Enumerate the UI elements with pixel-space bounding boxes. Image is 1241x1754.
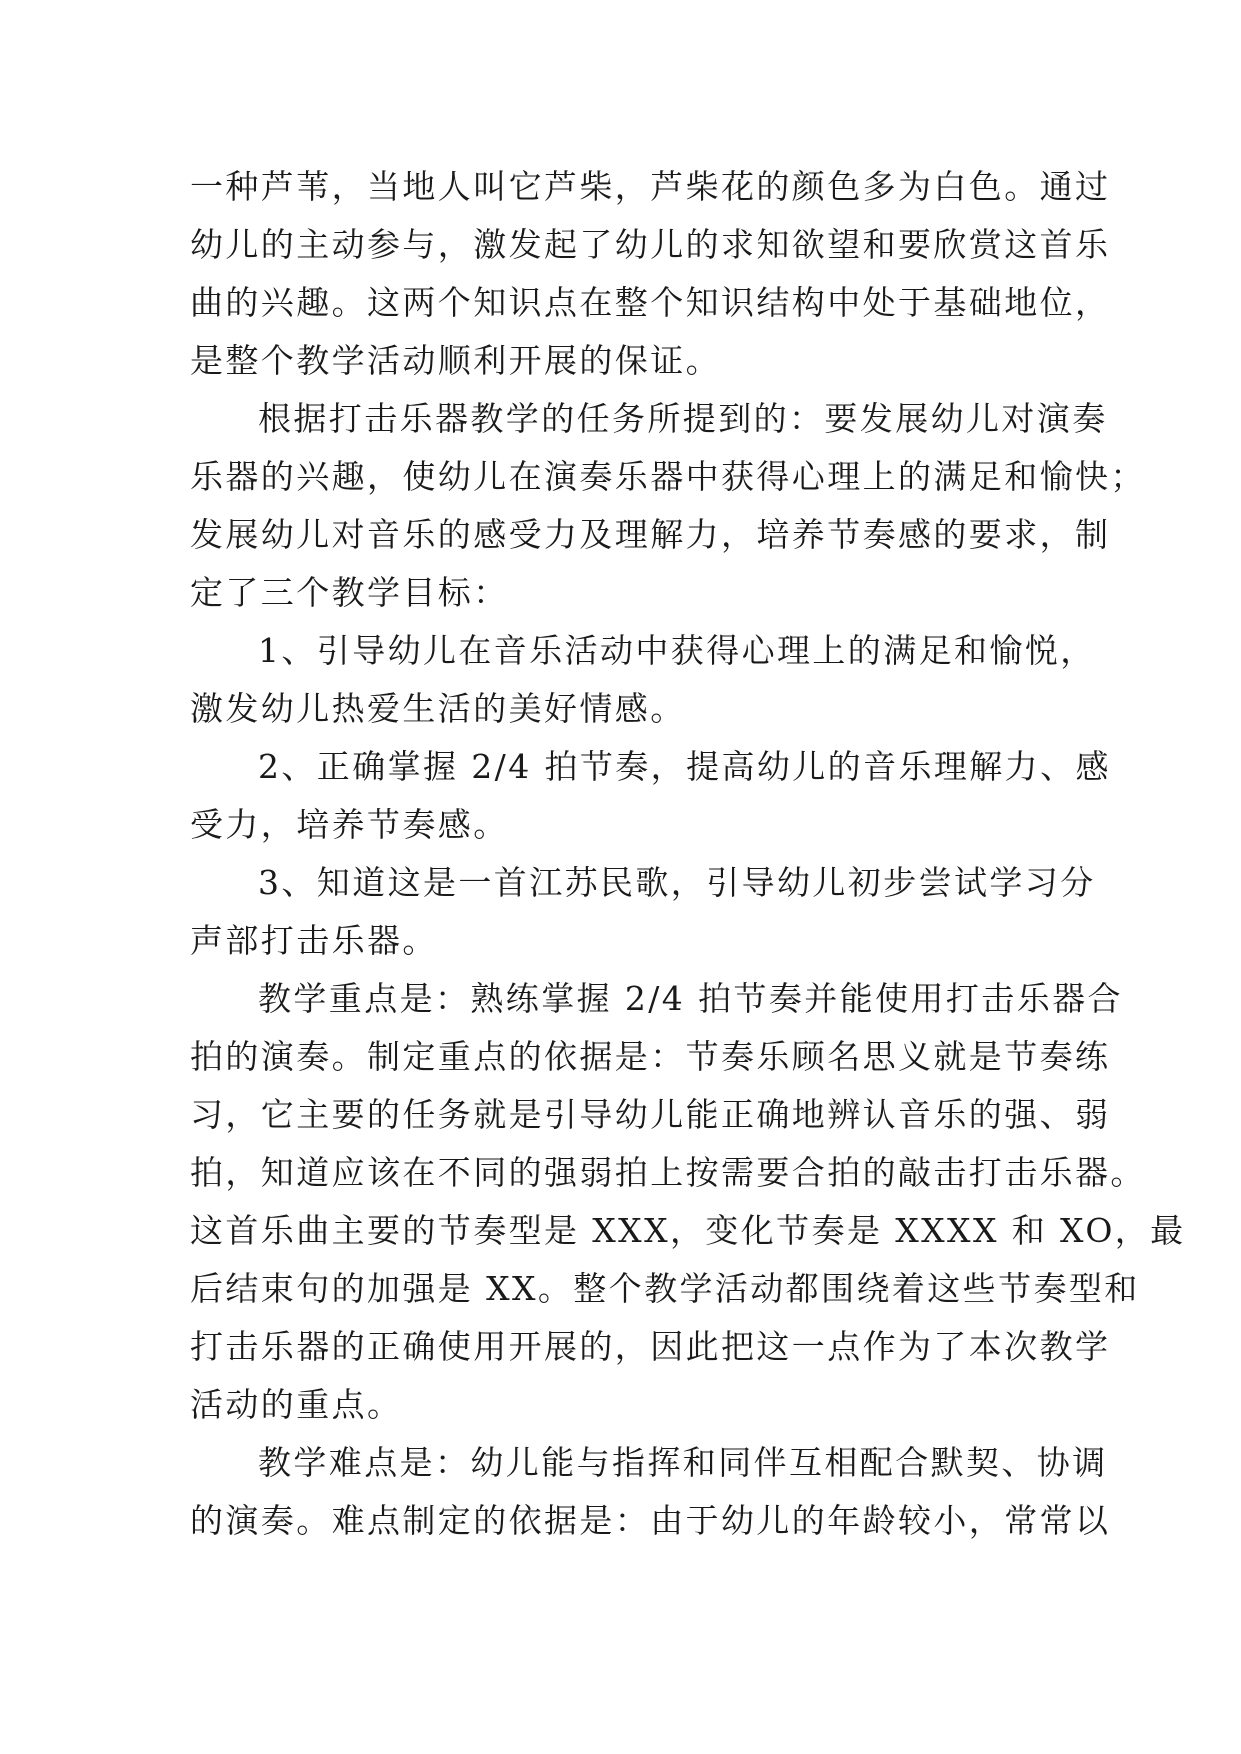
text-line: 后结束句的加强是 XX。整个教学活动都围绕着这些节奏型和 (190, 1269, 1140, 1308)
text-line: 曲的兴趣。这两个知识点在整个知识结构中处于基础地位， (190, 283, 1111, 322)
text-line: 拍，知道应该在不同的强弱拍上按需要合拍的敲击打击乐器。 (190, 1153, 1146, 1192)
text-line: 拍的演奏。制定重点的依据是：节奏乐顾名思义就是节奏练 (190, 1037, 1111, 1076)
text-line: 1、引导幼儿在音乐活动中获得心理上的满足和愉悦， (258, 631, 1096, 670)
text-line: 2、正确掌握 2/4 拍节奏，提高幼儿的音乐理解力、感 (258, 747, 1111, 786)
text-line: 打击乐器的正确使用开展的，因此把这一点作为了本次教学 (190, 1327, 1111, 1366)
text-line: 是整个教学活动顺利开展的保证。 (190, 341, 721, 380)
text-line: 3、知道这是一首江苏民歌，引导幼儿初步尝试学习分 (258, 863, 1096, 902)
text-line: 一种芦苇，当地人叫它芦柴，芦柴花的颜色多为白色。通过 (190, 167, 1111, 206)
paragraph-3 (190, 622, 1096, 738)
document-body (190, 158, 1186, 1550)
paragraph-5 (190, 854, 1096, 970)
text-line: 定了三个教学目标： (190, 573, 509, 612)
paragraph-2 (190, 390, 1146, 622)
text-line: 发展幼儿对音乐的感受力及理解力，培养节奏感的要求，制 (190, 515, 1111, 554)
text-line: 习，它主要的任务就是引导幼儿能正确地辨认音乐的强、弱 (190, 1095, 1111, 1134)
text-line: 教学重点是：熟练掌握 2/4 拍节奏并能使用打击乐器合 (258, 979, 1123, 1018)
text-line: 声部打击乐器。 (190, 921, 438, 960)
paragraph-7 (190, 1434, 1111, 1550)
paragraph-4 (190, 738, 1111, 854)
text-line: 活动的重点。 (190, 1385, 403, 1424)
text-line: 根据打击乐器教学的任务所提到的：要发展幼儿对演奏 (258, 399, 1108, 438)
text-line: 激发幼儿热爱生活的美好情感。 (190, 689, 686, 728)
text-line: 的演奏。难点制定的依据是：由于幼儿的年龄较小，常常以 (190, 1501, 1111, 1540)
text-line: 这首乐曲主要的节奏型是 XXX，变化节奏是 XXXX 和 XO，最 (190, 1211, 1186, 1250)
text-line: 教学难点是：幼儿能与指挥和同伴互相配合默契、协调 (258, 1443, 1108, 1482)
text-line: 受力，培养节奏感。 (190, 805, 509, 844)
paragraph-1 (190, 158, 1111, 390)
text-line: 乐器的兴趣，使幼儿在演奏乐器中获得心理上的满足和愉快； (190, 457, 1146, 496)
text-line: 幼儿的主动参与，激发起了幼儿的求知欲望和要欣赏这首乐 (190, 225, 1111, 264)
paragraph-6 (190, 970, 1186, 1434)
